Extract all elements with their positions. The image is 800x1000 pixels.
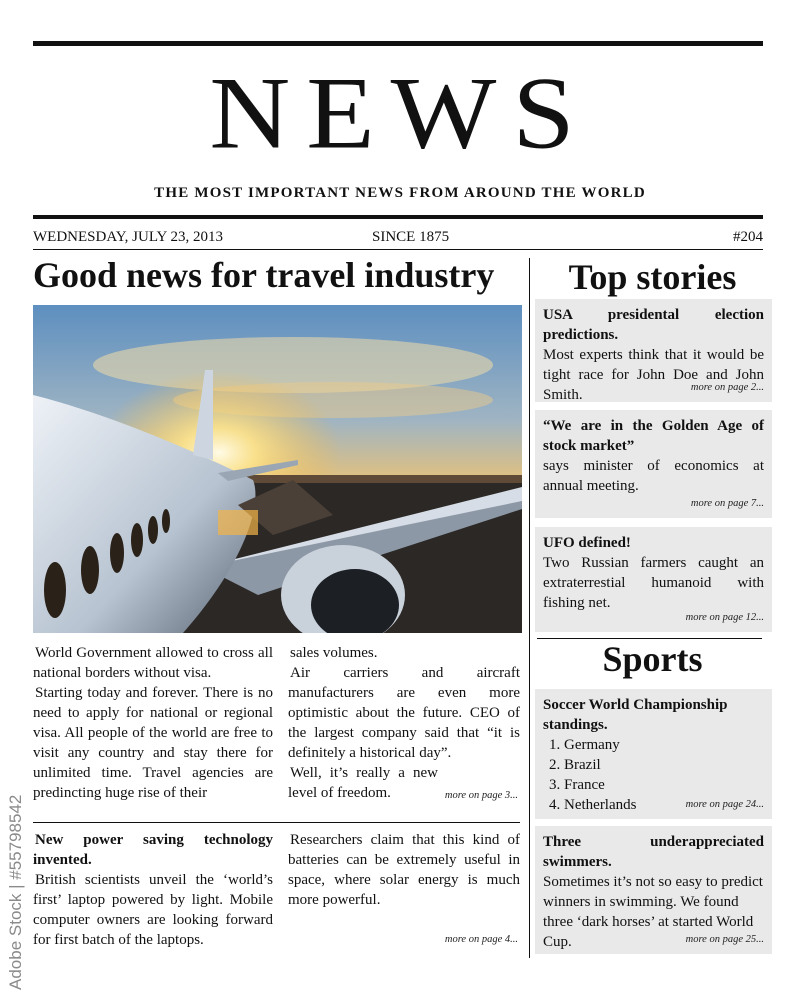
stock-watermark: Adobe Stock | #55798542: [6, 794, 25, 990]
lead-paragraph: Air carriers and aircraft manufacturers are even more optimistic about the future. CEO of the largest company said that “it is definitely a historical day”.: [288, 665, 520, 761]
second-column-2: [288, 830, 520, 910]
top-story-more-link[interactable]: more on page 12...: [685, 612, 764, 623]
issue-number: #204: [733, 229, 763, 245]
lead-column-1: [33, 643, 273, 803]
top-rule: [33, 41, 763, 46]
lead-headline: Good news for travel industry: [33, 255, 495, 295]
lead-bottom-rule: [33, 822, 520, 823]
top-story-card[interactable]: [535, 299, 772, 402]
top-story-title: UFO defined!: [543, 535, 631, 551]
top-story-title: USA presidental election predictions.: [543, 307, 764, 343]
second-column-1: [33, 830, 273, 950]
top-story-body: Two Russian farmers caught an extraterrestial humanoid with fishing net.: [543, 555, 764, 611]
sports-story-card[interactable]: [535, 826, 772, 954]
masthead-tagline: THE MOST IMPORTANT NEWS FROM AROUND THE WORLD: [154, 185, 646, 201]
sports-story-title: Soccer World Championship standings.: [543, 697, 728, 733]
since-label: SINCE 1875: [372, 229, 450, 245]
sports-story-body: Sometimes it’s not so easy to predict winners in swimming. We found three ‘dark horses’ at started World Cup.: [543, 874, 763, 950]
second-paragraph: British scientists unveil the ‘world’s first’ laptop powered by light. Mobile computer owners are looking forward for first batch of the laptops.: [33, 872, 273, 948]
second-more-link[interactable]: more on page 4...: [444, 934, 518, 945]
second-paragraph: Researchers claim that this kind of batteries can be extremely useful in space, where solar energy is much more powerful.: [288, 832, 520, 908]
standings-item: 4. Netherlands: [549, 797, 637, 813]
airplane-sunset-photo: [33, 305, 522, 633]
sports-more-link[interactable]: more on page 25...: [685, 934, 764, 945]
lead-paragraph: sales volumes.: [290, 645, 378, 661]
masthead-bottom-rule: [33, 215, 763, 219]
column-divider: [529, 258, 530, 958]
sports-title: Sports: [602, 639, 703, 679]
lead-column-2: [288, 643, 520, 803]
sports-more-link[interactable]: more on page 24...: [685, 799, 764, 810]
sports-story-title: Three underappreciated swimmers.: [543, 834, 764, 870]
standings-item: 2. Brazil: [549, 757, 601, 773]
top-story-title: “We are in the Golden Age of stock market”: [543, 418, 764, 454]
issue-date: WEDNESDAY, JULY 23, 2013: [33, 229, 224, 245]
standings-item: 3. France: [549, 777, 605, 793]
top-story-card[interactable]: [535, 410, 772, 518]
dateline-rule: [33, 249, 763, 250]
top-story-body: Most experts think that it would be tight race for John Doe and John Smith.: [543, 347, 764, 403]
airplane-photo-graphic: [33, 305, 522, 633]
top-stories-title: Top stories: [568, 257, 737, 297]
sports-story-card[interactable]: [535, 689, 772, 819]
top-story-body: says minister of economics at annual meeting.: [543, 458, 764, 494]
top-story-more-link[interactable]: more on page 7...: [690, 498, 764, 509]
masthead-title: NEWS: [209, 56, 591, 171]
lead-paragraph: Starting today and forever. There is no need to apply for national or regional visa. All people of the world are free to visit any country and stay there for unlimited time. Travel agencies are predincting huge rise of their: [33, 685, 273, 801]
second-headline: New power saving technology invented.: [33, 832, 273, 868]
lead-more-link[interactable]: more on page 3...: [444, 790, 518, 801]
lead-paragraph: Well, it’s really a new level of freedom.: [288, 765, 438, 801]
lead-paragraph: World Government allowed to cross all national borders without visa.: [33, 645, 273, 681]
standings-item: 1. Germany: [549, 737, 620, 753]
top-story-more-link[interactable]: more on page 2...: [690, 382, 764, 393]
top-story-card[interactable]: [535, 527, 772, 632]
